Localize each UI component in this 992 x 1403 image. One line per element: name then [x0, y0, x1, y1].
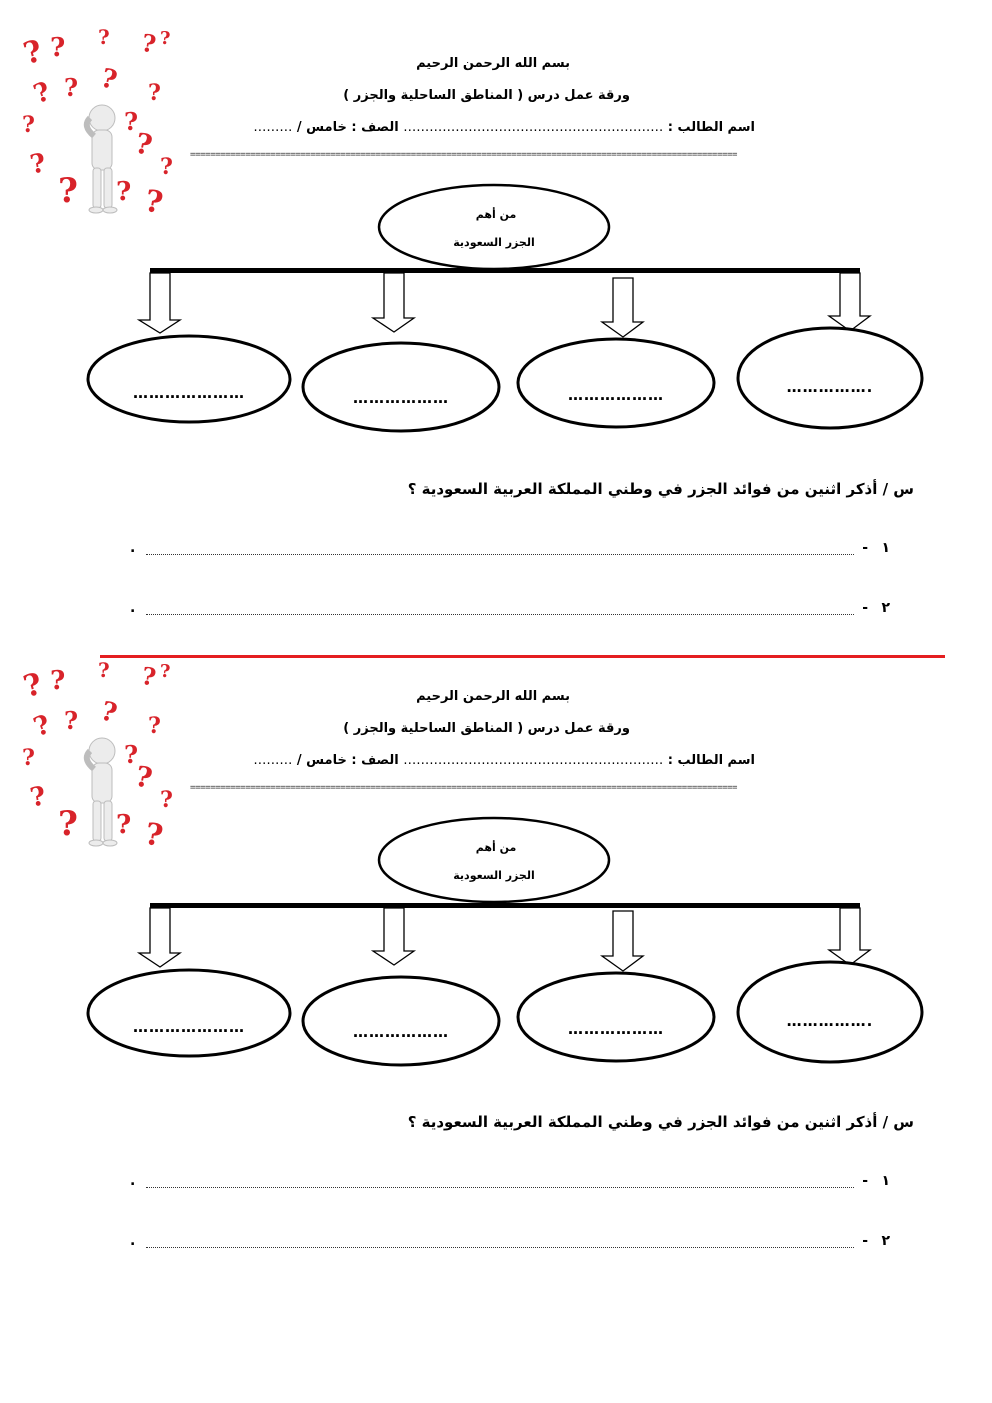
svg-text:?: ? [64, 73, 79, 102]
worksheet-bottom [0, 633, 992, 1263]
down-arrow-icon [373, 908, 414, 965]
oval-placeholder: ……………… [353, 1023, 449, 1041]
question-text: س / أذكر اثنين من فوائد الجزر في وطني المملكة العربية السعودية ؟ [407, 480, 914, 498]
oval-placeholder: ……………. [786, 378, 874, 396]
answer-oval[interactable] [303, 977, 499, 1065]
svg-text:?: ? [22, 745, 35, 771]
answer-dotted-line[interactable] [146, 1247, 854, 1248]
answer-oval[interactable] [518, 973, 714, 1061]
student-name-label: اسم الطالب : [667, 753, 755, 768]
concept-diagram [0, 633, 992, 1093]
oval-placeholder: ……………… [568, 1020, 664, 1038]
svg-text:?: ? [132, 759, 156, 796]
header-separator: ============================================================================================================= [190, 783, 738, 793]
basmala: بسم الله الرحمن الرحيم [416, 689, 570, 704]
answer-oval[interactable] [88, 336, 290, 422]
svg-text:?: ? [124, 107, 139, 136]
down-arrow-icon [829, 908, 870, 965]
svg-text:?: ? [97, 63, 121, 97]
down-arrow-icon [602, 278, 643, 337]
lesson-title: ورقة عمل درس ( المناطق الساحلية والجزر ) [343, 88, 630, 103]
svg-text:?: ? [142, 183, 166, 222]
down-arrow-icon [139, 908, 180, 967]
header-separator: ============================================================================================================= [190, 150, 738, 160]
answer-oval[interactable] [88, 970, 290, 1056]
svg-text:?: ? [29, 76, 55, 111]
svg-text:?: ? [29, 709, 55, 744]
question-text: س / أذكر اثنين من فوائد الجزر في وطني المملكة العربية السعودية ؟ [407, 1113, 914, 1131]
svg-text:?: ? [98, 25, 110, 49]
svg-text:?: ? [160, 661, 171, 682]
down-arrow-icon [602, 911, 643, 971]
svg-text:?: ? [58, 804, 78, 844]
student-name-field[interactable]: …………………………………………………… [403, 120, 664, 135]
oval-placeholder: ………………… [133, 1018, 245, 1036]
svg-text:?: ? [132, 126, 156, 163]
svg-text:?: ? [22, 112, 35, 138]
svg-text:?: ? [97, 696, 121, 730]
answer-dotted-line[interactable] [146, 1187, 854, 1188]
answer-end-dot: . [130, 540, 136, 556]
grade-field[interactable]: ……… [253, 753, 293, 768]
grade-field[interactable]: ……… [253, 120, 293, 135]
answer-number: ١ [881, 1173, 890, 1189]
answer-end-dot: . [130, 600, 136, 616]
answer-number: ٢ [881, 600, 890, 616]
branch-bar [150, 903, 860, 908]
answer-dotted-line[interactable] [146, 554, 854, 555]
svg-text:?: ? [50, 666, 66, 696]
svg-text:?: ? [64, 706, 79, 735]
lesson-title: ورقة عمل درس ( المناطق الساحلية والجزر ) [343, 721, 630, 736]
oval-placeholder: ……………… [353, 389, 449, 407]
answer-oval[interactable] [303, 343, 499, 431]
answer-dash: - [862, 540, 868, 556]
center-oval [379, 818, 609, 902]
answer-number: ٢ [881, 1233, 890, 1249]
svg-text:?: ? [20, 666, 46, 705]
svg-text:?: ? [160, 28, 171, 49]
svg-text:?: ? [58, 171, 78, 211]
answer-end-dot: . [130, 1173, 136, 1189]
center-label-line1: من أهم [475, 841, 517, 854]
answer-line-2[interactable] [130, 1233, 890, 1255]
svg-text:?: ? [116, 177, 132, 207]
answer-end-dot: . [130, 1233, 136, 1249]
oval-placeholder: ……………. [786, 1012, 874, 1030]
student-name-field[interactable]: …………………………………………………… [403, 753, 664, 768]
down-arrow-icon [829, 273, 870, 331]
svg-text:?: ? [116, 810, 132, 840]
grade-label: الصف : خامس / [296, 120, 399, 135]
answer-dash: - [862, 1233, 868, 1249]
answer-dash: - [862, 1173, 868, 1189]
oval-placeholder: ……………… [568, 386, 664, 404]
svg-text:?: ? [148, 80, 161, 106]
svg-text:?: ? [27, 148, 49, 181]
svg-text:?: ? [142, 816, 166, 855]
svg-text:?: ? [50, 33, 66, 63]
answer-line-2[interactable] [130, 600, 890, 622]
svg-text:?: ? [139, 27, 159, 59]
answer-oval[interactable] [518, 339, 714, 427]
answer-number: ١ [881, 540, 890, 556]
basmala: بسم الله الرحمن الرحيم [416, 56, 570, 71]
branch-bar [150, 268, 860, 273]
down-arrow-icon [139, 273, 180, 333]
svg-text:?: ? [124, 740, 139, 769]
svg-text:?: ? [148, 713, 161, 739]
answer-line-1[interactable] [130, 1173, 890, 1195]
grade-label: الصف : خامس / [296, 753, 399, 768]
svg-text:?: ? [98, 658, 110, 682]
svg-text:?: ? [20, 33, 46, 72]
svg-text:?: ? [160, 787, 173, 813]
svg-text:?: ? [160, 154, 173, 180]
worksheet-top [0, 0, 992, 630]
center-label-line1: من أهم [475, 208, 517, 221]
concept-diagram [0, 0, 992, 460]
center-label-line2: الجزر السعودية [453, 236, 535, 249]
oval-placeholder: ………………… [133, 384, 245, 402]
answer-dotted-line[interactable] [146, 614, 854, 615]
center-label-line2: الجزر السعودية [453, 869, 535, 882]
student-name-label: اسم الطالب : [667, 120, 755, 135]
answer-line-1[interactable] [130, 540, 890, 562]
down-arrow-icon [373, 273, 414, 332]
center-oval [379, 185, 609, 269]
svg-text:?: ? [139, 660, 159, 692]
answer-dash: - [862, 600, 868, 616]
svg-text:?: ? [27, 781, 49, 814]
